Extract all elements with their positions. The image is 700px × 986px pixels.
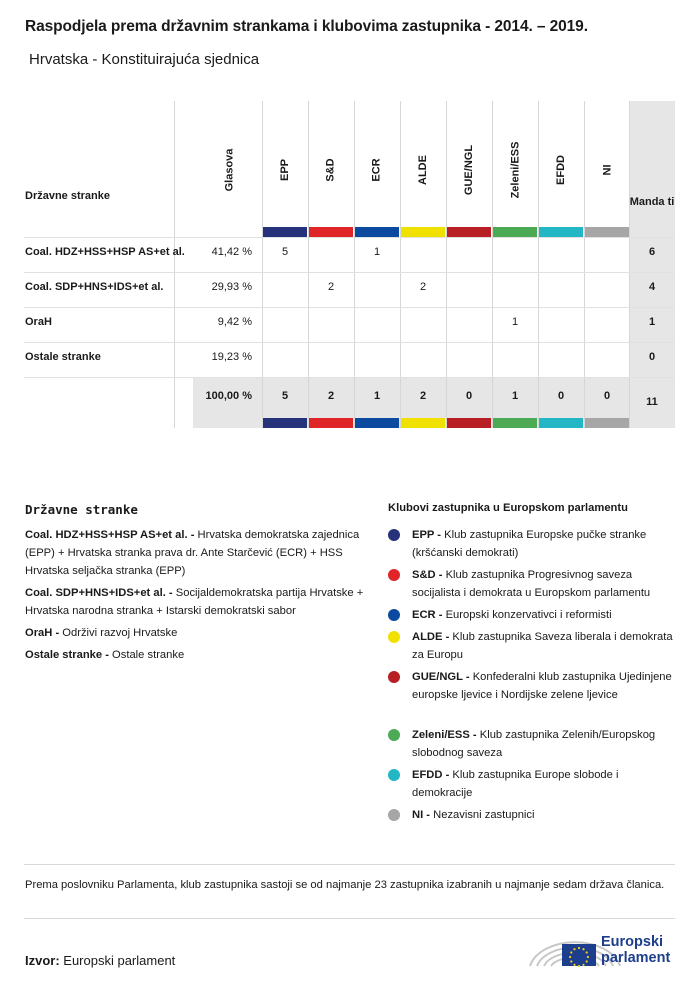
group-header-text: EFDD [554, 155, 567, 185]
club-legend-name: NI - [412, 809, 431, 821]
party-legend-desc: Održivi razvoj Hrvatske [59, 627, 178, 639]
group-header-3 [400, 110, 446, 230]
club-legend-name: S&D - [412, 569, 443, 581]
party-name: Ostale stranke [25, 351, 101, 363]
group-color-stripe-top [401, 227, 445, 237]
total-seat-count: 2 [419, 390, 427, 402]
club-color-dot-icon [388, 769, 400, 781]
club-color-dot-icon [388, 569, 400, 581]
group-color-stripe-top [585, 227, 629, 237]
separator-top [24, 864, 675, 865]
club-legend-desc: Klub zastupnika Saveza liberala i demokrata za Europu [412, 631, 673, 661]
total-seat-count: 5 [281, 390, 289, 402]
row-divider [24, 307, 675, 308]
group-color-stripe-bottom [493, 418, 537, 428]
source-value: Europski parlament [59, 953, 176, 968]
group-color-stripe-bottom [309, 418, 353, 428]
club-legend-text [412, 606, 678, 624]
group-header-text: EPP [278, 158, 291, 182]
party-mandates: 1 [648, 316, 656, 328]
total-mandates: 11 [646, 396, 658, 408]
party-legend-item [25, 526, 365, 580]
club-legend-text [412, 668, 678, 704]
party-votes: 19,23 % [211, 351, 252, 363]
party-legend-name: Coal. HDZ+HSS+HSP AS+et al. - [25, 529, 195, 541]
group-color-stripe-bottom [447, 418, 491, 428]
total-votes: 100,00 % [205, 390, 252, 402]
group-color-stripe-bottom [585, 418, 629, 428]
total-seat-count: 0 [557, 390, 565, 402]
club-legend-desc: Nezavisni zastupnici [430, 809, 535, 821]
source [25, 953, 175, 968]
group-header-text: NI [601, 164, 613, 176]
seat-count: 5 [281, 246, 289, 258]
party-votes: 41,42 % [211, 246, 252, 258]
total-seat-count: 1 [373, 390, 381, 402]
party-votes: 29,93 % [211, 281, 252, 293]
club-color-dot-icon [388, 671, 400, 683]
group-color-stripe-top [493, 227, 537, 237]
club-legend-name: ECR - [412, 609, 443, 621]
source-label: Izvor: [25, 953, 60, 968]
club-color-dot-icon [388, 631, 400, 643]
group-header-0 [262, 110, 308, 230]
club-color-dot-icon [388, 609, 400, 621]
seat-count: 1 [373, 246, 381, 258]
group-color-stripe-top [355, 227, 399, 237]
group-color-stripe-bottom [401, 418, 445, 428]
club-legend-desc: Klub zastupnika Europe slobode i demokracije [412, 769, 619, 799]
party-legend-name: OraH - [25, 627, 60, 639]
club-legend-text [412, 766, 678, 802]
row-divider [24, 237, 675, 238]
group-color-stripe-top [539, 227, 583, 237]
club-legend-item [388, 668, 678, 722]
party-legend-name: Ostale stranke - [25, 649, 109, 661]
total-seat-count: 1 [511, 390, 519, 402]
group-header-7 [584, 110, 630, 230]
group-header-text: Zeleni/ESS [509, 141, 522, 199]
club-legend-name: ALDE - [412, 631, 450, 643]
group-header-text: ALDE [416, 155, 429, 185]
party-legend-desc: Hrvatska demokratska zajednica (EPP) + Hrvatska stranka prava dr. Ante Starčević (ECR) + HSS Hrvatska seljačka stranka (EPP) [25, 529, 360, 577]
club-legend-text [412, 806, 678, 824]
club-legend-text [412, 566, 678, 602]
logo-line1: Europski [601, 934, 664, 950]
party-legend-item [25, 584, 365, 620]
club-legend-name: GUE/NGL - [412, 671, 470, 683]
group-header-2 [354, 110, 400, 230]
row-header-label: Državne stranke [25, 190, 110, 202]
party-name: OraH [25, 316, 52, 328]
club-legend-desc: Konfederalni klub zastupnika Ujedinjene europske ljevice i Nordijske zelene ljevice [412, 671, 672, 701]
group-color-stripe-top [263, 227, 307, 237]
total-seat-count: 0 [603, 390, 611, 402]
seat-count: 2 [419, 281, 427, 293]
total-seat-count: 0 [465, 390, 473, 402]
party-legend-name: Coal. SDP+HNS+IDS+et al. - [25, 587, 173, 599]
group-color-stripe-bottom [263, 418, 307, 428]
mandates-column-bg [629, 101, 675, 428]
party-mandates: 4 [648, 281, 656, 293]
group-color-stripe-bottom [355, 418, 399, 428]
party-legend-item [25, 646, 365, 664]
club-legend-item [388, 806, 678, 824]
total-seat-count: 2 [327, 390, 335, 402]
party-name: Coal. SDP+HNS+IDS+et al. [25, 281, 164, 293]
mandates-header: Manda ti [629, 196, 675, 208]
club-legend-item [388, 526, 678, 562]
party-name: Coal. HDZ+HSS+HSP AS+et al. [25, 246, 185, 258]
group-header-5 [492, 110, 538, 230]
club-color-dot-icon [388, 529, 400, 541]
row-divider [24, 272, 675, 273]
club-legend-item [388, 766, 678, 802]
club-legend-item [388, 606, 678, 624]
group-header-text: GUE/NGL [463, 144, 475, 196]
column-divider [174, 101, 175, 428]
seat-count: 1 [511, 316, 519, 328]
group-header-text: S&D [324, 158, 337, 182]
club-legend-name: EFDD - [412, 769, 450, 781]
club-color-dot-icon [388, 809, 400, 821]
logo-line2: parlament [601, 950, 671, 966]
votes-header-text: Glasova [223, 148, 235, 192]
club-legend-desc: Klub zastupnika Europske pučke stranke (kršćanski demokrati) [412, 529, 647, 559]
club-legend-text [412, 726, 678, 762]
page-subtitle: Hrvatska - Konstituirajuća sjednica [29, 51, 260, 68]
group-header-4 [446, 110, 492, 230]
group-header-1 [308, 110, 354, 230]
party-legend-desc: Ostale stranke [108, 649, 185, 661]
club-legend-desc: Klub zastupnika Zelenih/Europskog slobodnog saveza [412, 729, 656, 759]
group-header-6 [538, 110, 584, 230]
party-legend-item [25, 624, 365, 642]
club-legend-name: EPP - [412, 529, 442, 541]
logo-text [601, 934, 670, 966]
party-mandates: 0 [648, 351, 656, 363]
party-votes: 9,42 % [217, 316, 252, 328]
club-legend-text [412, 526, 678, 562]
row-divider [24, 342, 675, 343]
votes-header [206, 110, 252, 230]
club-legend-item [388, 628, 678, 664]
club-legend-item [388, 566, 678, 602]
club-legend-desc: Europski konzervativci i reformisti [442, 609, 612, 621]
club-legend-text [412, 628, 678, 664]
footnote: Prema poslovniku Parlamenta, klub zastupnika sastoji se od najmanje 23 zastupnika izabranih u najmanje sedam država članica. [25, 879, 665, 891]
group-header-text: ECR [370, 158, 383, 182]
separator-bottom [24, 918, 675, 919]
parties-legend [25, 526, 365, 668]
page-title: Raspodjela prema državnim strankama i klubovima zastupnika - 2014. – 2019. [25, 18, 588, 35]
party-legend-desc: Socijaldemokratska partija Hrvatske + Hrvatska narodna stranka + Istarski demokratski sabor [25, 587, 364, 617]
group-color-stripe-top [447, 227, 491, 237]
parties-legend-title: Državne stranke [25, 502, 138, 517]
club-legend-name: Zeleni/ESS - [412, 729, 477, 741]
group-color-stripe-bottom [539, 418, 583, 428]
clubs-legend-title: Klubovi zastupnika u Europskom parlamentu [388, 502, 628, 514]
club-legend-item [388, 726, 678, 762]
party-mandates: 6 [648, 246, 656, 258]
group-color-stripe-top [309, 227, 353, 237]
seat-count: 2 [327, 281, 335, 293]
club-legend-desc: Klub zastupnika Progresivnog saveza socijalista i demokrata u Europskom parlamentu [412, 569, 651, 599]
club-color-dot-icon [388, 729, 400, 741]
row-divider [24, 377, 675, 378]
